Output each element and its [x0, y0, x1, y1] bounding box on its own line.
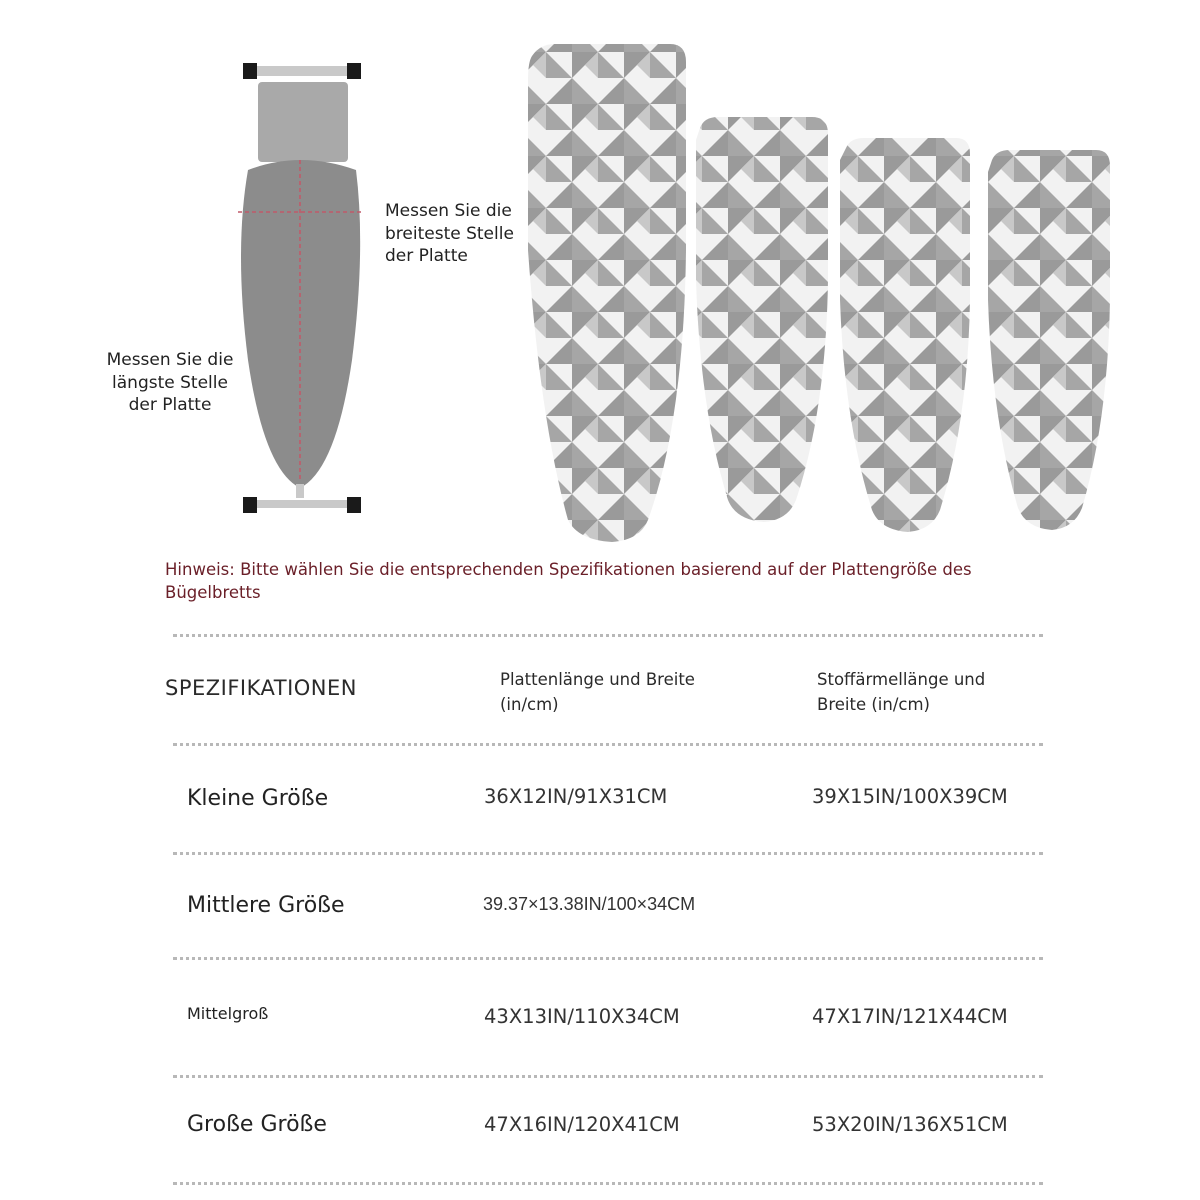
row-board-large: 47X16IN/120X41CM: [484, 1113, 680, 1136]
row-board-medium-large: 43X13IN/110X34CM: [484, 1005, 680, 1028]
separator: [173, 852, 1043, 855]
header-specifications: SPEZIFIKATIONEN: [165, 676, 357, 700]
row-name-medium-large: Mittelgroß: [187, 1004, 269, 1023]
patterned-cover-medium: [836, 130, 976, 540]
patterned-cover-small: [984, 144, 1114, 536]
patterned-cover-medium-large: [690, 110, 840, 530]
row-cover-small: 39X15IN/100X39CM: [812, 785, 1008, 808]
patterned-cover-large: [520, 40, 700, 550]
header-cover-size: Stoffärmellänge und Breite (in/cm): [817, 670, 986, 714]
longest-measure-label: Messen Sie die längste Stelle der Platte: [106, 350, 234, 415]
hint-text: Hinweis: Bitte wählen Sie die entsprechenden Spezifikationen basierend auf der Plattengröße des Bügelbretts: [165, 560, 972, 602]
separator: [173, 634, 1043, 637]
header-board-size: Plattenlänge und Breite (in/cm): [500, 670, 695, 714]
row-cover-medium-large: 47X17IN/121X44CM: [812, 1005, 1008, 1028]
separator: [173, 957, 1043, 960]
separator: [173, 1075, 1043, 1078]
row-name-medium: Mittlere Größe: [187, 893, 345, 918]
row-board-small: 36X12IN/91X31CM: [484, 785, 668, 808]
widest-measure-label: Messen Sie die breiteste Stelle der Platte: [385, 201, 514, 266]
separator: [173, 1182, 1043, 1185]
separator: [173, 743, 1043, 746]
row-board-medium: 39.37×13.38IN/100×34CM: [483, 894, 696, 914]
row-name-large: Große Größe: [187, 1112, 327, 1137]
ironing-board-diagram: [0, 0, 1200, 560]
row-name-small: Kleine Größe: [187, 786, 329, 811]
row-cover-large: 53X20IN/136X51CM: [812, 1113, 1008, 1136]
plain-board-illustration: [238, 63, 362, 513]
